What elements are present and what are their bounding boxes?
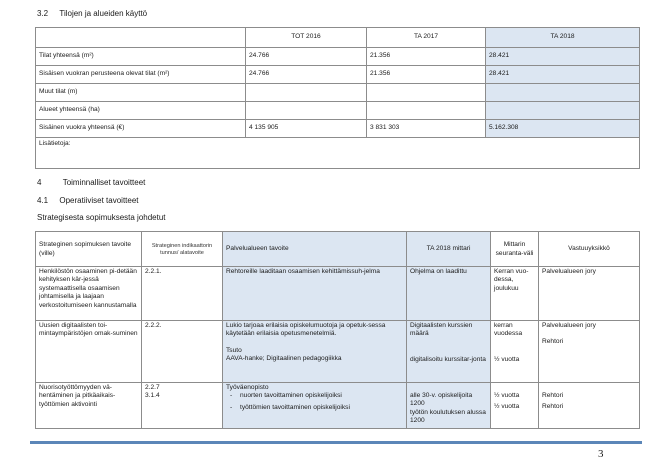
owner-text: Rehtori [542, 392, 564, 399]
metric-text: Digitaalisten kurssien määrä [410, 322, 473, 338]
value-tot-2016: 24.766 [246, 66, 367, 84]
goals-header-row [36, 232, 640, 267]
owner-cell [539, 321, 640, 383]
owner-text: Rehtori [542, 403, 564, 411]
service-bullet: - työttömien tavoittaminen opiskelijoiksi [230, 403, 350, 411]
row-label: Muut tilat (m) [36, 84, 246, 102]
table-row [36, 120, 640, 138]
value-ta-2017: 3 831 303 [367, 120, 486, 138]
section-number: 4.1 [37, 196, 49, 205]
service-goal-text: Tsuto [226, 346, 242, 354]
row-label: Sisäinen vuokra yhteensä (€) [36, 120, 246, 138]
header-interval: Mittarin seuranta-väli [491, 232, 539, 267]
section-heading-4 [37, 178, 145, 187]
metric-text: alle 30-v. opiskelijoita 1200 [410, 392, 473, 408]
section-number: 3.2 [37, 9, 49, 18]
header-service-goal: Palvelualueen tavoite [223, 232, 407, 267]
header-indicator: Strateginen indikaattorin tunnus/ alatavoite [142, 232, 223, 267]
section-heading-3-2 [37, 9, 147, 18]
service-bullet: - nuorten tavoittaminen opiskelijoiksi [230, 392, 342, 400]
goals-table [35, 231, 640, 429]
table-row [36, 267, 640, 321]
section-number: 4 [37, 178, 42, 187]
value-ta-2018: 28.421 [486, 66, 640, 84]
table-row [36, 48, 640, 66]
subheading: Strategisesta sopimuksesta johdetut [37, 213, 166, 222]
value-ta-2017: 21.356 [367, 66, 486, 84]
service-goal-text: Lukio tarjoaa erilaisia opiskelumuotoja ja opetuk-sessa käytetään erilaisia opetusmenetelmiä. [226, 322, 386, 338]
owner-text: Rehtori [542, 338, 564, 346]
premises-table [35, 27, 640, 169]
value-tot-2016 [246, 102, 367, 120]
owner-cell: Palvelualueen jory [539, 267, 640, 321]
owner-cell [539, 383, 640, 429]
service-goal-cell: Rehtoreille laaditaan osaamisen kehittämissuh-jelma [223, 267, 407, 321]
notes-label: Lisätietoja: [36, 138, 640, 169]
header-metric: TA 2018 mittari [407, 232, 491, 267]
header-tot-2016: TOT 2016 [246, 28, 367, 48]
interval-text: ½ vuotta [494, 355, 520, 363]
value-ta-2018: 28.421 [486, 48, 640, 66]
value-ta-2017: 21.356 [367, 48, 486, 66]
interval-text: kerran vuodessa [494, 322, 523, 338]
goal-cell: Nuorisotyöttömyyden vä-hentäminen ja pitkäaikais-työttömien aktivointi [36, 383, 142, 429]
row-label: Alueet yhteensä (ha) [36, 102, 246, 120]
header-ta-2017: TA 2017 [367, 28, 486, 48]
footer-rule [30, 441, 642, 444]
service-goal-text: Työväenopisto [226, 384, 269, 391]
value-tot-2016 [246, 84, 367, 102]
section-heading-4-1 [37, 196, 139, 205]
bullet-text: työttömien tavoittaminen opiskelijoiksi [240, 403, 350, 411]
metric-cell: Ohjelma on laadittu [407, 267, 491, 321]
goal-cell: Henkilöstön osaaminen pi-detään kehityksen kär-jessä systemaattisella osaamisen johtamisella ja laajaan verkostoitumiseen kannustamalla [36, 267, 142, 321]
section-title: Toiminnalliset tavoitteet [62, 178, 146, 187]
table-row [36, 102, 640, 120]
header-ta-2018: TA 2018 [486, 28, 640, 48]
header-empty [36, 28, 246, 48]
interval-cell [491, 383, 539, 429]
owner-text: Palvelualueen jory [542, 322, 596, 329]
premises-header-row [36, 28, 640, 48]
value-ta-2017 [367, 84, 486, 102]
metric-cell [407, 383, 491, 429]
table-row [36, 66, 640, 84]
indicator-cell [142, 383, 223, 429]
indicator-text: 3.1.4 [145, 392, 160, 400]
metric-cell [407, 321, 491, 383]
value-tot-2016: 24.766 [246, 48, 367, 66]
interval-text: ½ vuotta [494, 403, 520, 411]
value-ta-2018: 5.162.308 [486, 120, 640, 138]
page-number: 3 [598, 448, 604, 460]
section-title: Tilojen ja alueiden käyttö [59, 9, 148, 18]
indicator-text: 2.2.7 [145, 384, 160, 391]
service-goal-text: AAVA-hanke; Digitaalinen pedagogiikka [226, 355, 342, 363]
table-row [36, 84, 640, 102]
interval-cell: Kerran vuo-dessa, joulukuu [491, 267, 539, 321]
service-goal-cell [223, 383, 407, 429]
interval-text: ½ vuotta [494, 392, 520, 399]
header-goal: Strateginen sopimuksen tavoite (ville) [36, 232, 142, 267]
bullet-text: nuorten tavoittaminen opiskelijoiksi [240, 392, 342, 400]
value-ta-2017 [367, 102, 486, 120]
row-label: Tilat yhteensä (m²) [36, 48, 246, 66]
metric-text: työtön koulutuksen alussa 1200 [410, 408, 486, 425]
header-owner: Vastuuyksikkö [539, 232, 640, 267]
table-row [36, 383, 640, 429]
value-ta-2018 [486, 102, 640, 120]
value-tot-2016: 4 135 905 [246, 120, 367, 138]
indicator-cell: 2.2.2. [142, 321, 223, 383]
interval-cell [491, 321, 539, 383]
section-title: Operatiiviset tavoitteet [59, 196, 139, 205]
goal-cell: Uusien digitaalisten toi-mintaympäristöjen omak-suminen [36, 321, 142, 383]
metric-text: digitalisoitu kurssitar-jonta [410, 355, 486, 363]
indicator-cell: 2.2.1. [142, 267, 223, 321]
table-row [36, 321, 640, 383]
service-goal-cell [223, 321, 407, 383]
row-label: Sisäisen vuokran perusteena olevat tilat (m²) [36, 66, 246, 84]
notes-row [36, 138, 640, 169]
value-ta-2018 [486, 84, 640, 102]
